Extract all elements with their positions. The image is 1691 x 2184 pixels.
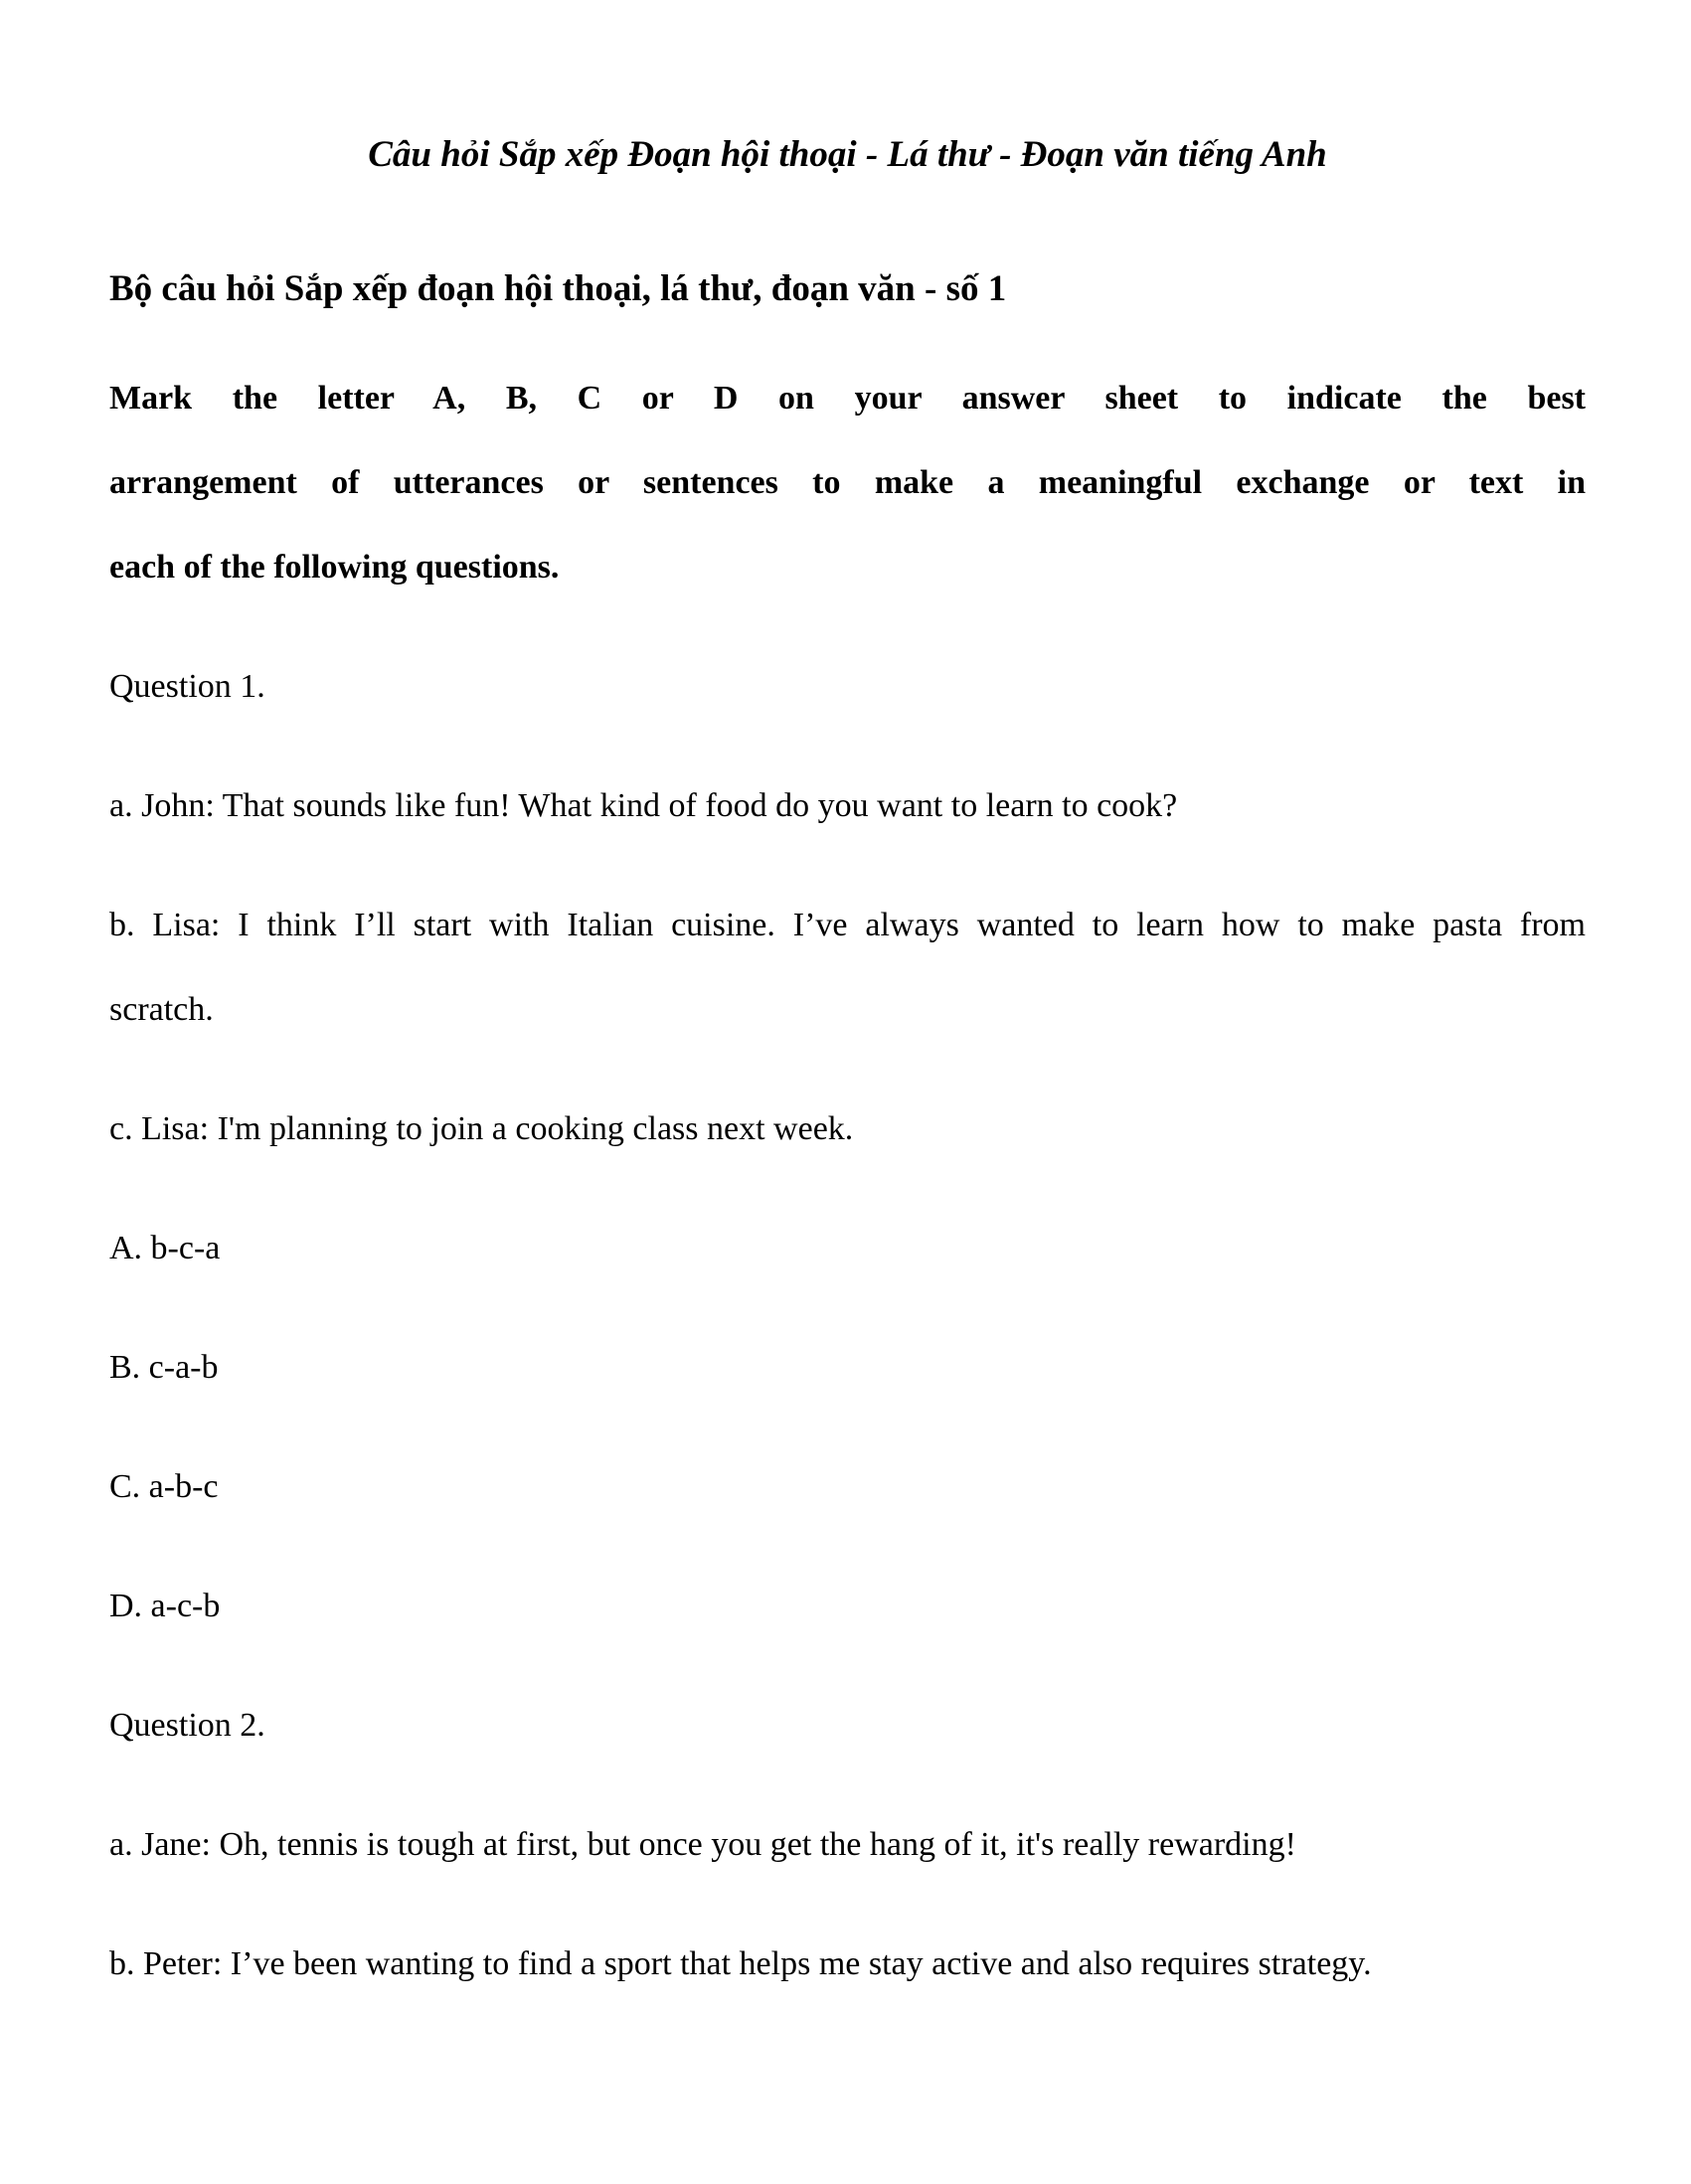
question-1-utterance-b-line-1: b. Lisa: I think I’ll start with Italian cuisine. I’ve always wanted to learn how to make pasta from [109,907,1586,943]
answer-option-b: B. c-a-b [109,1349,219,1386]
answer-option-a: A. b-c-a [109,1230,221,1266]
question-1-utterance-b [109,883,1586,1052]
answer-option-d: D. a-c-b [109,1588,221,1624]
question-1-utterance-c: c. Lisa: I'm planning to join a cooking class next week. [109,1110,854,1147]
question-2-utterance-b: b. Peter: I’ve been wanting to find a sport that helps me stay active and also requires strategy. [109,1945,1372,1982]
document-title: Câu hỏi Sắp xếp Đoạn hội thoại - Lá thư - Đoạn văn tiếng Anh [368,134,1327,175]
section-heading: Bộ câu hỏi Sắp xếp đoạn hội thoại, lá thư, đoạn văn - số 1 [109,268,1007,309]
instructions-line-1: Mark the letter A, B, C or D on your answer sheet to indicate the best [109,380,1586,417]
question-1-utterance-b-line-2: scratch. [109,991,214,1028]
instructions-line-3: each of the following questions. [109,549,560,586]
question-1-label: Question 1. [109,668,265,705]
question-2-utterance-a: a. Jane: Oh, tennis is tough at first, but once you get the hang of it, it's really rewarding! [109,1826,1296,1863]
instructions-line-2: arrangement of utterances or sentences to make a meaningful exchange or text in [109,464,1586,501]
question-1-utterance-a: a. John: That sounds like fun! What kind of food do you want to learn to cook? [109,787,1178,824]
question-2-label: Question 2. [109,1707,265,1744]
instructions-paragraph [109,356,1586,609]
answer-option-c: C. a-b-c [109,1468,219,1505]
